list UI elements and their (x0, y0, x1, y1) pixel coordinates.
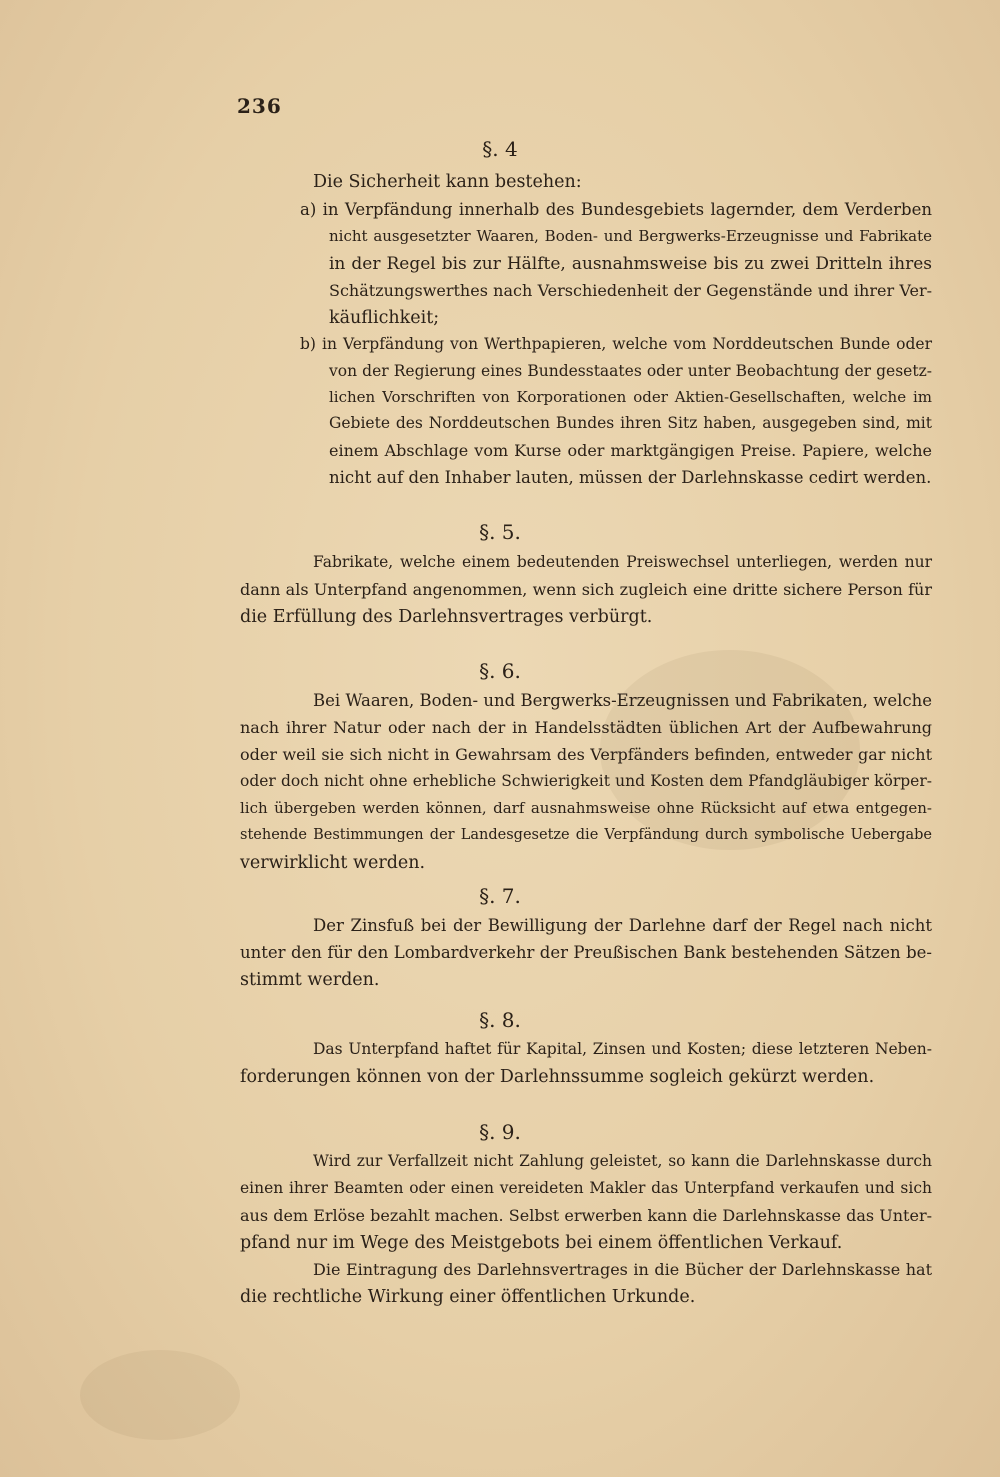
text-line: a) in Verpfändung innerhalb des Bundesgebiets lagernder, dem Verderben (300, 200, 932, 219)
text-line: oder doch nicht ohne erhebliche Schwierigkeit und Kosten dem Pfandgläubiger körper- (240, 772, 932, 790)
text-line: in der Regel bis zur Hälfte, ausnahmsweise bis zu zwei Dritteln ihres (329, 254, 932, 274)
text-line: Die Sicherheit kann bestehen: (313, 172, 582, 192)
text-line: stehende Bestimmungen der Landesgesetze die Verpfändung durch symbolische Uebergabe (240, 827, 932, 843)
section-heading: §. 7. (479, 884, 521, 908)
text-line: einen ihrer Beamten oder einen vereideten Makler das Unterpfand verkaufen und sich (240, 1179, 932, 1197)
section-heading: §. 5. (479, 520, 521, 544)
section-heading: §. 8. (479, 1008, 521, 1032)
text-line: stimmt werden. (240, 970, 380, 990)
text-line: forderungen können von der Darlehnssumme sogleich gekürzt werden. (240, 1067, 875, 1087)
paper-stain (80, 1350, 240, 1440)
section-heading: §. 6. (479, 659, 521, 683)
section-heading: §. 4 (482, 137, 518, 161)
text-line: die rechtliche Wirkung einer öffentlichen Urkunde. (240, 1287, 696, 1307)
text-line: aus dem Erlöse bezahlt machen. Selbst erwerben kann die Darlehnskasse das Unter- (240, 1206, 932, 1225)
text-line: käuflichkeit; (329, 308, 440, 328)
text-line: oder weil sie sich nicht in Gewahrsam des Verpfänders befinden, entweder gar nicht (240, 745, 932, 764)
text-line: lich übergeben werden können, darf ausnahmsweise ohne Rücksicht auf etwa entgegen- (240, 799, 932, 817)
text-line: verwirklicht werden. (240, 853, 426, 873)
text-line: dann als Unterpfand angenommen, wenn sich zugleich eine dritte sichere Person für (240, 580, 932, 599)
text-line: b) in Verpfändung von Werthpapieren, welche vom Norddeutschen Bunde oder (300, 335, 932, 353)
page-number: 236 (237, 94, 282, 118)
text-line: Die Eintragung des Darlehnsvertrages in die Bücher der Darlehnskasse hat (313, 1260, 932, 1279)
text-line: einem Abschlage vom Kurse oder marktgängigen Preise. Papiere, welche (329, 441, 932, 460)
text-line: Schätzungswerthes nach Verschiedenheit der Gegenstände und ihrer Ver- (329, 281, 932, 300)
text-line: Fabrikate, welche einem bedeutenden Preiswechsel unterliegen, werden nur (313, 553, 932, 571)
section-heading: §. 9. (479, 1120, 521, 1144)
text-line: nach ihrer Natur oder nach der in Handelsstädten üblichen Art der Aufbewahrung (240, 718, 932, 737)
text-line: unter den für den Lombardverkehr der Preußischen Bank bestehenden Sätzen be- (240, 943, 932, 962)
text-line: nicht auf den Inhaber lauten, müssen der Darlehnskasse cedirt werden. (329, 468, 932, 487)
text-line: Bei Waaren, Boden- und Bergwerks-Erzeugnissen und Fabrikaten, welche (313, 691, 932, 710)
text-line: pfand nur im Wege des Meistgebots bei einem öffentlichen Verkauf. (240, 1233, 843, 1253)
text-line: Das Unterpfand haftet für Kapital, Zinsen und Kosten; diese letzteren Neben- (313, 1040, 932, 1058)
text-line: von der Regierung eines Bundesstaates oder unter Beobachtung der gesetz- (329, 362, 932, 380)
text-line: Gebiete des Norddeutschen Bundes ihren Sitz haben, ausgegeben sind, mit (329, 414, 932, 432)
text-line: nicht ausgesetzter Waaren, Boden- und Bergwerks-Erzeugnisse und Fabrikate (329, 227, 932, 245)
text-line: Wird zur Verfallzeit nicht Zahlung geleistet, so kann die Darlehnskasse durch (313, 1152, 932, 1170)
text-line: Der Zinsfuß bei der Bewilligung der Darlehne darf der Regel nach nicht (313, 916, 932, 935)
text-line: die Erfüllung des Darlehnsvertrages verbürgt. (240, 607, 653, 627)
text-line: lichen Vorschriften von Korporationen oder Aktien-Gesellschaften, welche im (329, 388, 932, 406)
